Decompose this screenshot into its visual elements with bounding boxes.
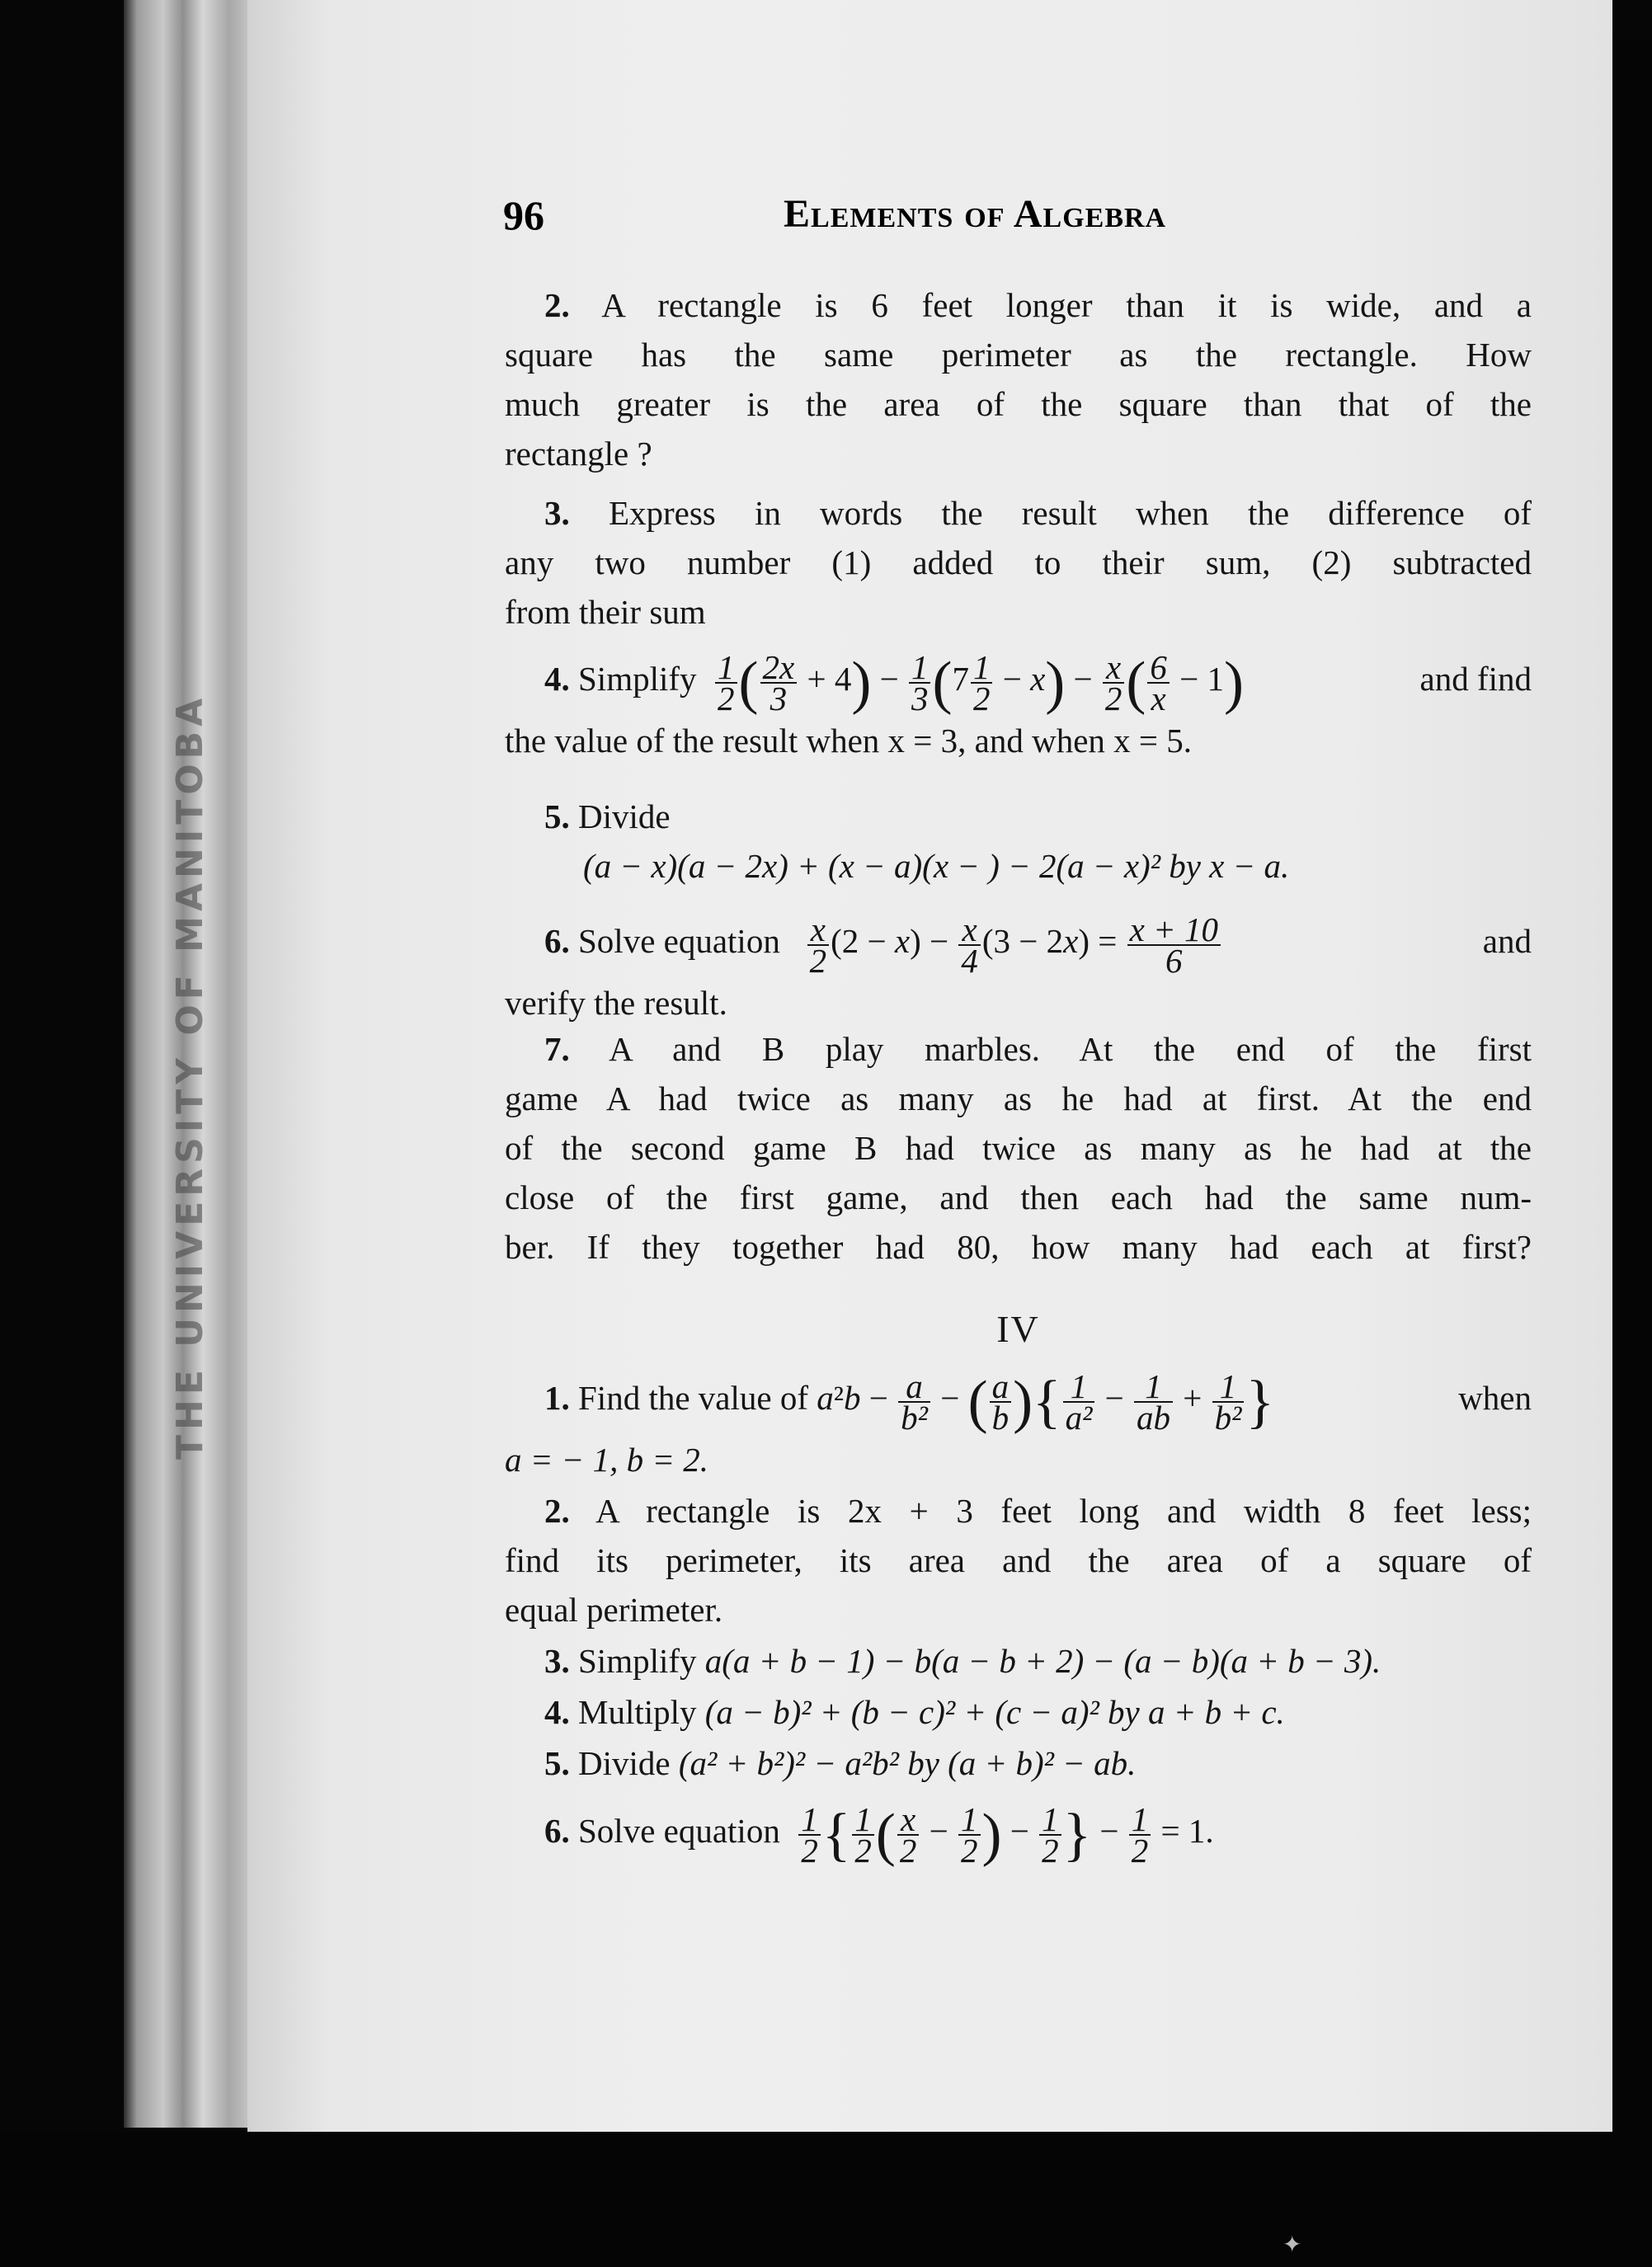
text-line: equal perimeter. xyxy=(505,1591,723,1629)
fraction: $\frac{1}{2}$ xyxy=(971,652,993,713)
fraction: $\frac{6}{x}$ xyxy=(1147,652,1170,713)
problem-number: 1. xyxy=(544,1379,570,1417)
running-head xyxy=(503,191,1534,249)
problem-iii-2 xyxy=(505,280,1532,478)
problem-iv-2 xyxy=(505,1486,1532,1634)
problem-number: 6. xyxy=(544,922,570,960)
text-line: close of the first game, and then each had the same num- xyxy=(505,1178,1532,1216)
problem-number: 4. xyxy=(544,660,570,698)
fraction: $\frac{x}{2}$ xyxy=(897,1804,920,1865)
equation-line: 6. Solve equation $\frac{x}{2}$ (2 − x) − $\frac{x}{4}$ (3 − 2x) = $\frac{x + 10}{6}$ and xyxy=(505,904,1532,978)
instruction-word: Find the value of xyxy=(578,1379,808,1417)
text-line: much greater is the area of the square than that of the xyxy=(505,385,1532,423)
scan-bottom-border xyxy=(0,2132,1652,2267)
text-line xyxy=(505,488,1532,538)
instruction-word: Solve equation xyxy=(578,922,780,960)
instruction-word: Divide xyxy=(578,1744,671,1782)
text-tail: when xyxy=(1458,1379,1532,1417)
problem-number: 2. xyxy=(544,286,570,324)
problem-number: 3. xyxy=(544,1642,570,1680)
text-line-content: A and B play marbles. At the end of the first xyxy=(609,1030,1532,1068)
problem-iv-4 xyxy=(505,1687,1532,1737)
text-line: of the second game B had twice as many as he had at the xyxy=(505,1129,1532,1167)
fraction: $\frac{1}{2}$ xyxy=(715,652,737,713)
expression: (a² + b²)² − a²b² by (a + b)² − ab. xyxy=(678,1744,1137,1782)
text-line: find its perimeter, its area and the area of a square of xyxy=(505,1541,1532,1579)
equation-line: 4. Simplify $\frac{1}{2}$ ( $\frac{2x}{3}$ + 4) − $\frac{1}{3}$ (7 $\frac{1}{2}$ − x) − $\frac{x}{2}$ ( $\frac{6}{x}$ − 1) and find xyxy=(505,642,1532,716)
fraction: $\frac{1}{\text{b²}}$ xyxy=(1212,1371,1245,1432)
problem-iv-3 xyxy=(505,1636,1532,1686)
text-line-content: A rectangle is 2x + 3 feet long and width 8 feet less; xyxy=(595,1492,1532,1530)
fraction: $\frac{1}{3}$ xyxy=(909,652,931,713)
fraction: $\frac{1}{2}$ xyxy=(958,1804,981,1865)
problem-number: 7. xyxy=(544,1030,570,1068)
problem-iv-6 xyxy=(505,1794,1532,1868)
expression-line: (a − x)(a − 2x) + (x − a)(x − ) − 2(a − x)² by x − a. xyxy=(583,847,1290,885)
instruction-word: Multiply xyxy=(578,1693,697,1731)
fraction: $\frac{1}{2}$ xyxy=(1129,1804,1151,1865)
page-title: Elements of Algebra xyxy=(784,192,1167,236)
section-heading: IV xyxy=(996,1308,1040,1350)
page-edge-shadow xyxy=(1612,33,1652,2144)
problem-iv-1 xyxy=(505,1361,1532,1484)
problem-iii-5 xyxy=(505,792,1532,891)
equation-line: 1. Find the value of a²b − $\frac{a}{\text{b²}}$ − ( $\frac{a}{b}$ ){ $\frac{1}{\text{a²}}$ − $\frac{1}{ab}$ + $\frac{1}{\text{b²}}$ } when xyxy=(505,1361,1532,1435)
text-line xyxy=(505,1024,1532,1074)
text-line: square has the same perimeter as the rectangle. How xyxy=(505,336,1532,374)
fraction: $\frac{a}{b}$ xyxy=(990,1371,1012,1432)
problem-iii-6 xyxy=(505,904,1532,1028)
expression: a(a + b − 1) − b(a − b + 2) − (a − b)(a + b − 3). xyxy=(704,1642,1381,1680)
text-line xyxy=(505,792,1532,841)
text-line xyxy=(505,1687,1532,1737)
fraction: $\frac{x}{2}$ xyxy=(807,915,830,976)
text-line xyxy=(505,1486,1532,1536)
spine-stamp-text: THE UNIVERSITY OF MANITOBA xyxy=(169,693,211,1460)
fraction: $\frac{1}{2}$ xyxy=(798,1804,821,1865)
fraction: $\frac{x + 10}{6}$ xyxy=(1127,915,1221,976)
problem-number: 6. xyxy=(544,1812,570,1850)
problem-number: 5. xyxy=(544,1744,570,1782)
problem-iii-3 xyxy=(505,488,1532,637)
text-line-content: Express in words the result when the difference of xyxy=(608,494,1532,532)
fraction: $\frac{1}{ab}$ xyxy=(1134,1371,1173,1432)
fraction: $\frac{2x}{3}$ xyxy=(760,652,798,713)
problem-number: 3. xyxy=(544,494,570,532)
text-line xyxy=(505,1738,1532,1788)
text-tail: and find xyxy=(1419,660,1532,698)
fraction: $\frac{1}{2}$ xyxy=(1039,1804,1061,1865)
fraction: $\frac{1}{2}$ xyxy=(852,1804,874,1865)
fraction: $\frac{1}{\text{a²}}$ xyxy=(1063,1371,1095,1432)
fraction: $\frac{a}{\text{b²}}$ xyxy=(898,1371,930,1432)
expression: (a − b)² + (b − c)² + (c − a)² by a + b + c. xyxy=(704,1693,1285,1731)
page-number: 96 xyxy=(503,192,544,238)
problem-iii-7 xyxy=(505,1024,1532,1272)
instruction-word: Simplify xyxy=(578,1642,697,1680)
fraction: $\frac{x}{4}$ xyxy=(958,915,981,976)
text-line: a = − 1, b = 2. xyxy=(505,1441,709,1479)
text-line: the value of the result when x = 3, and when x = 5. xyxy=(505,722,1193,760)
instruction-word: Divide xyxy=(578,797,671,835)
text-line: from their sum xyxy=(505,593,706,631)
text-line-content: A rectangle is 6 feet longer than it is wide, and a xyxy=(601,286,1532,324)
text-line: game A had twice as many as he had at first. At the end xyxy=(505,1079,1532,1117)
problem-number: 2. xyxy=(544,1492,570,1530)
text-line xyxy=(505,1636,1532,1686)
text-tail: and xyxy=(1482,922,1532,960)
instruction-word: Simplify xyxy=(578,660,697,698)
instruction-word: Solve equation xyxy=(578,1812,780,1850)
equation-line: 6. Solve equation $\frac{1}{2}$ { $\frac{1}{2}$ ( $\frac{x}{2}$ − $\frac{1}{2}$ ) − $\frac{1}{2}$ } − $\frac{1}{2}$ = 1. xyxy=(544,1799,1214,1870)
problem-number: 5. xyxy=(544,797,570,835)
text-line: verify the result. xyxy=(505,984,727,1022)
fraction: $\frac{x}{2}$ xyxy=(1103,652,1125,713)
problem-iii-4 xyxy=(505,642,1532,765)
text-line: rectangle ? xyxy=(505,435,652,473)
problem-iv-5 xyxy=(505,1738,1532,1788)
text-line xyxy=(505,280,1532,330)
scan-mark: ✦ xyxy=(1283,2232,1302,2258)
problem-number: 4. xyxy=(544,1693,570,1731)
text-line: ber. If they together had 80, how many had each at first? xyxy=(505,1228,1532,1266)
text-line: any two number (1) added to their sum, (2) subtracted xyxy=(505,543,1532,581)
